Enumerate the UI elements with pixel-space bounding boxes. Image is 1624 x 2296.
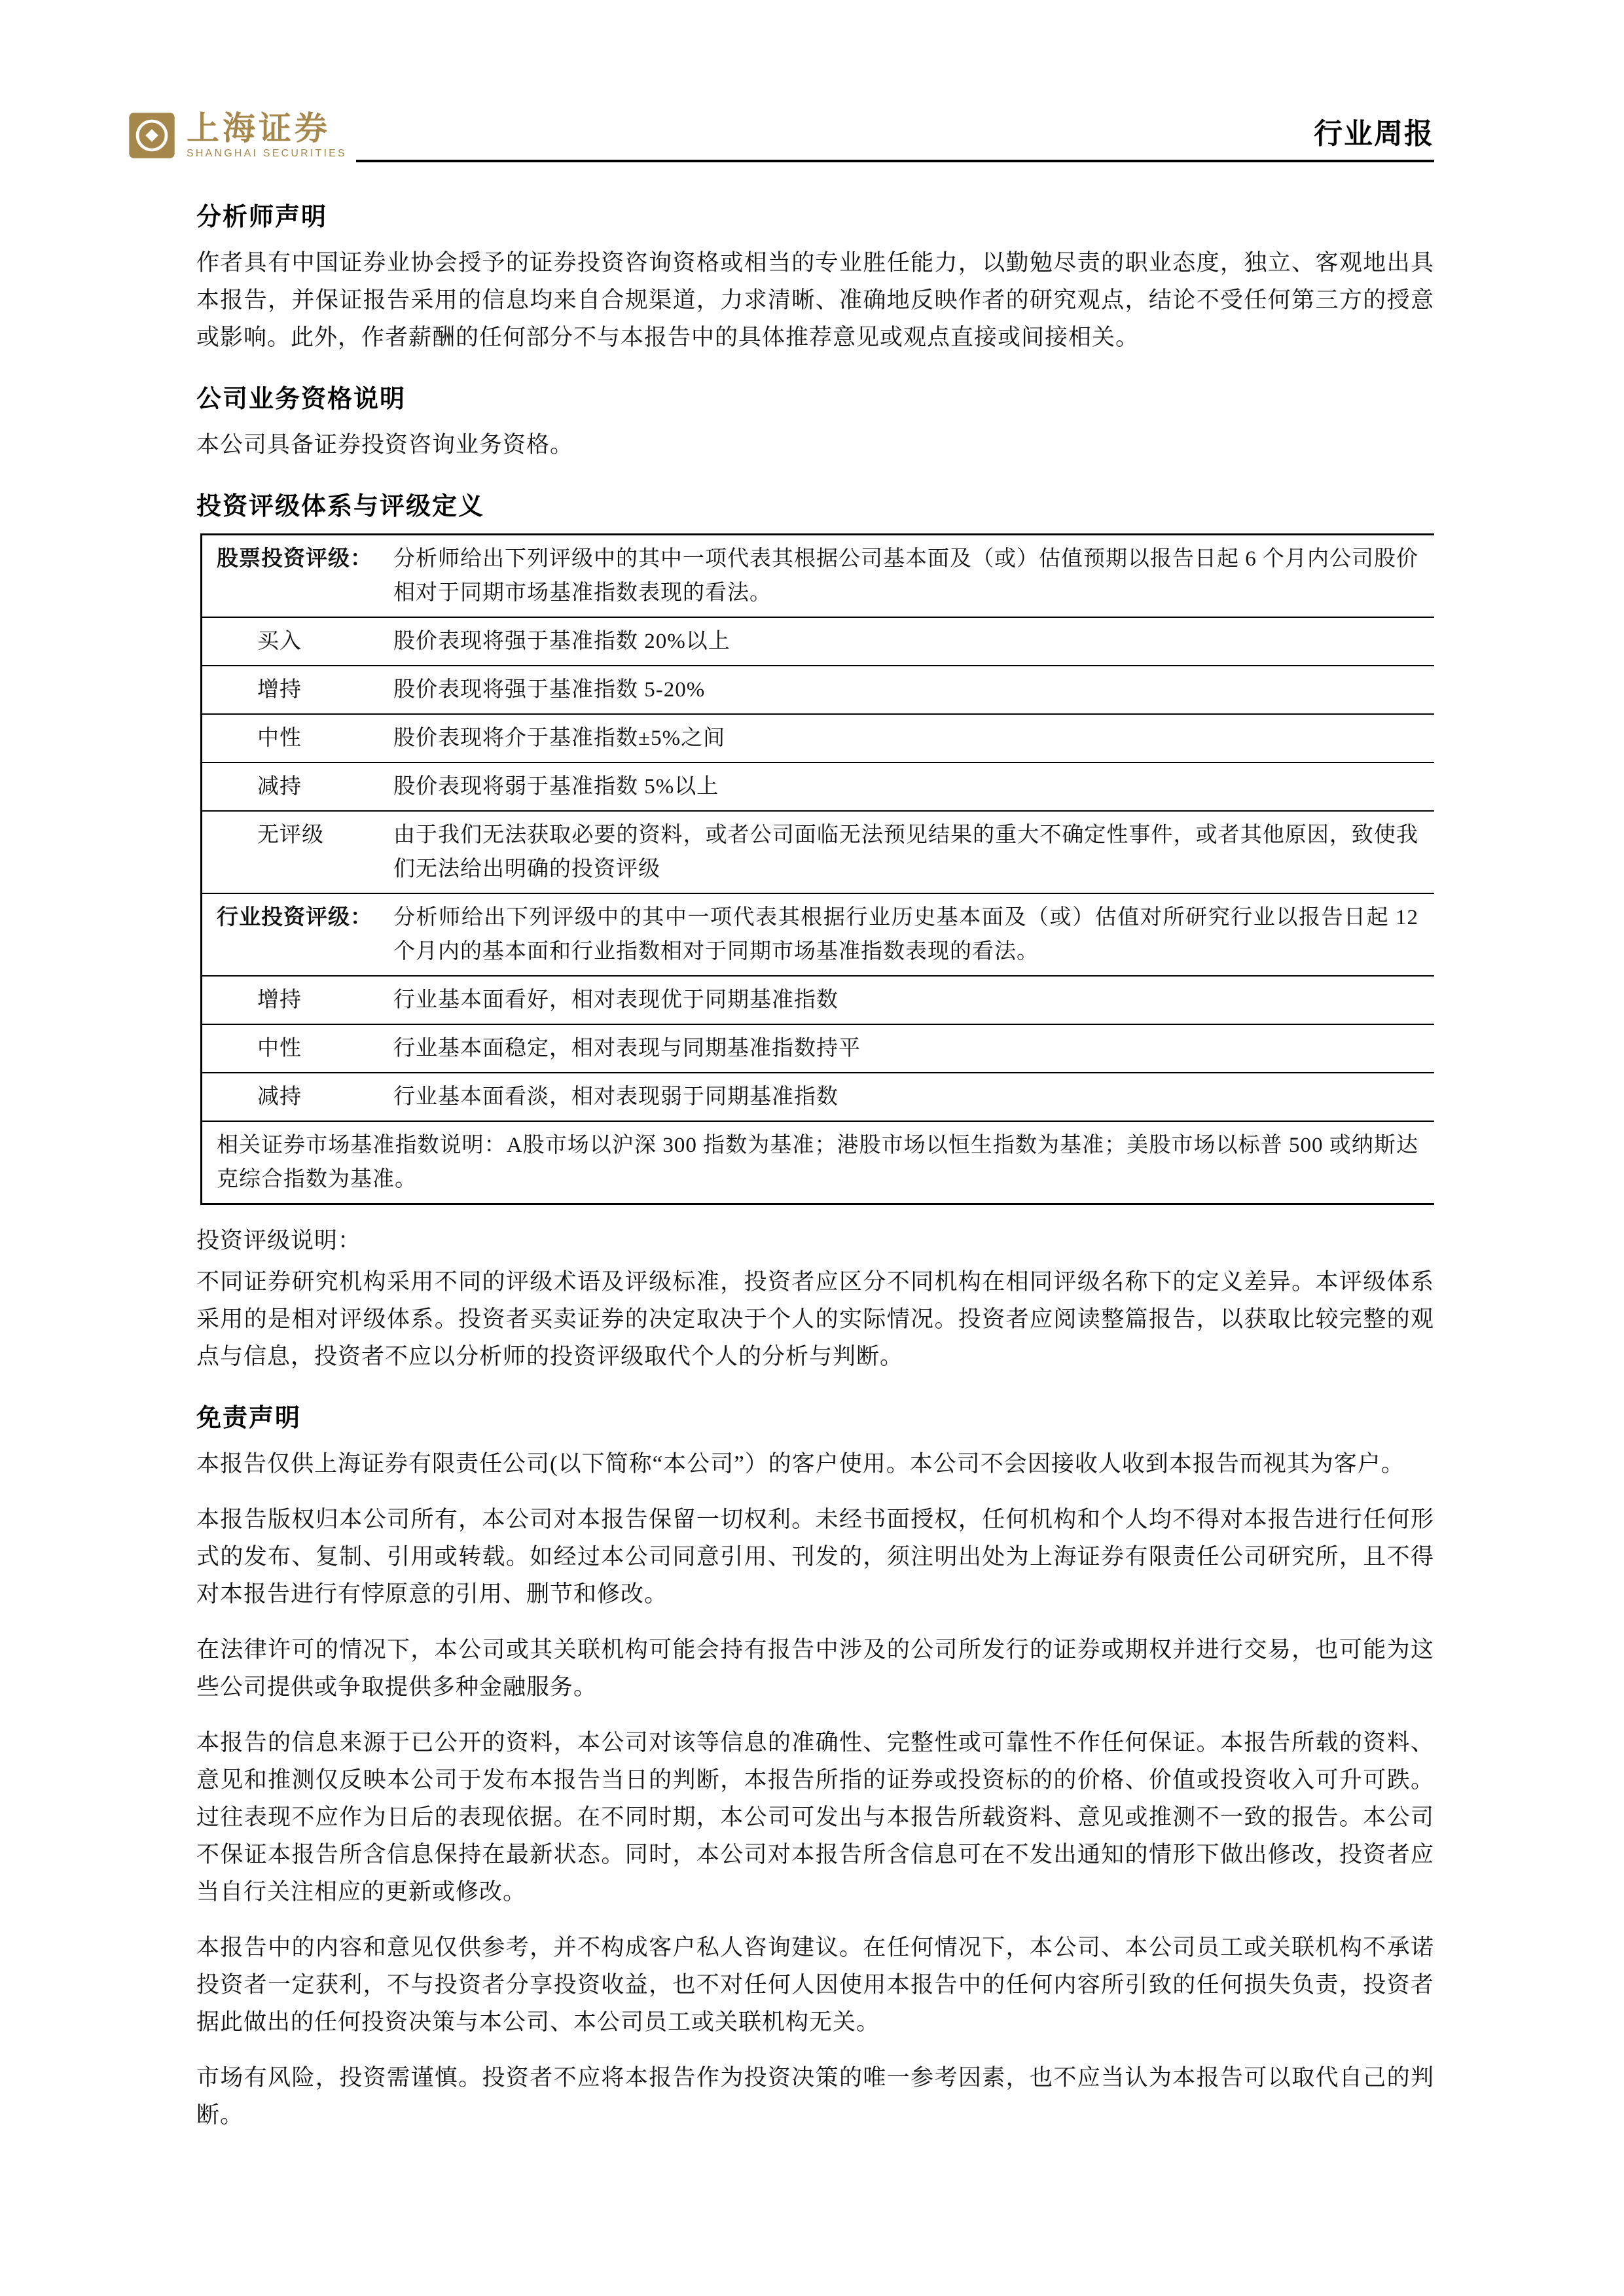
company-logo	[128, 111, 347, 163]
rating-name: 买入	[257, 630, 302, 653]
row-indent	[202, 1080, 257, 1114]
rating-description: 由于我们无法获取必要的资料，或者公司面临无法预见结果的重大不确定性事件，或者其他原因，致使我们无法给出明确的投资评级	[393, 823, 1418, 881]
rating-note-paragraph: 不同证券研究机构采用不同的评级术语及评级标准，投资者应区分不同机构在相同评级名称下的定义差异。本评级体系采用的是相对评级体系。投资者买卖证券的决定取决于个人的实际情况。投资者应阅读整篇报告，以获取比较完整的观点与信息，投资者不应以分析师的投资评级取代个人的分析与判断。	[196, 1269, 1434, 1369]
section-title-rating-system: 投资评级体系与评级定义	[196, 493, 485, 520]
row-indent	[202, 673, 257, 707]
rating-category-label: 行业投资评级：	[217, 906, 372, 929]
row-indent	[202, 983, 257, 1017]
table-row-rating	[202, 715, 1434, 763]
rating-name: 减持	[257, 775, 302, 798]
section-title-disclaimer: 免责声明	[196, 1405, 302, 1432]
rating-name: 增持	[257, 678, 302, 702]
section-title-qualification: 公司业务资格说明	[196, 386, 406, 413]
rating-note-label: 投资评级说明：	[196, 1228, 362, 1253]
rating-description: 行业基本面看淡，相对表现弱于同期基准指数	[393, 1085, 839, 1109]
report-type-label: 行业周报	[1314, 118, 1434, 150]
logo-text	[187, 111, 347, 160]
table-row-rating	[202, 763, 1434, 812]
disclaimer-paragraph: 本报告中的内容和意见仅供参考，并不构成客户私人咨询建议。在任何情况下，本公司、本公司员工或关联机构不承诺投资者一定获利，不与投资者分享投资收益，也不对任何人因使用本报告中的任何内容所引致的任何损失负责，投资者据此做出的任何投资决策与本公司、本公司员工或关联机构无关。	[196, 1935, 1434, 2035]
table-row-rating	[202, 812, 1434, 894]
page-header	[0, 0, 1624, 162]
table-row-rating	[202, 977, 1434, 1025]
table-row-group	[202, 535, 1434, 618]
header-rule	[356, 110, 1434, 162]
page-content	[0, 162, 1624, 2134]
table-row-rating	[202, 618, 1434, 666]
disclaimer-paragraph: 市场有风险，投资需谨慎。投资者不应将本报告作为投资决策的唯一参考因素，也不应当认为本报告可以取代自己的判断。	[196, 2065, 1434, 2128]
row-indent	[202, 818, 257, 886]
rating-description: 股价表现将强于基准指数 5-20%	[393, 678, 706, 702]
row-indent	[202, 624, 257, 658]
row-indent	[202, 721, 257, 755]
qualification-paragraph: 本公司具备证券投资咨询业务资格。	[196, 432, 574, 457]
disclaimer-paragraphs	[196, 1445, 1434, 2134]
rating-description: 行业基本面看好，相对表现优于同期基准指数	[393, 988, 839, 1012]
row-indent	[202, 770, 257, 804]
rating-definition-table	[200, 533, 1434, 1205]
rating-description: 股价表现将介于基准指数±5%之间	[393, 726, 726, 750]
logo-icon	[128, 111, 176, 160]
rating-description: 股价表现将强于基准指数 20%以上	[393, 630, 731, 653]
table-row-group	[202, 894, 1434, 977]
rating-category-label: 股票投资评级：	[217, 547, 372, 571]
rating-category-description: 分析师给出下列评级中的其中一项代表其根据行业历史基本面及（或）估值对所研究行业以报告日起 12 个月内的基本面和行业指数相对于同期市场基准指数表现的看法。	[393, 906, 1418, 963]
rating-category-description: 分析师给出下列评级中的其中一项代表其根据公司基本面及（或）估值预期以报告日起 6 个月内公司股价相对于同期市场基准指数表现的看法。	[393, 547, 1418, 605]
disclaimer-paragraph: 在法律许可的情况下，本公司或其关联机构可能会持有报告中涉及的公司所发行的证券或期权并进行交易，也可能为这些公司提供或争取提供多种金融服务。	[196, 1637, 1434, 1700]
logo-company-name-en: SHANGHAI SECURITIES	[187, 148, 347, 159]
rating-name: 中性	[257, 726, 302, 750]
disclaimer-paragraph: 本报告仅供上海证券有限责任公司(以下简称“本公司”）的客户使用。本公司不会因接收人收到本报告而视其为客户。	[196, 1451, 1405, 1477]
benchmark-index-note: 相关证券市场基准指数说明：A股市场以沪深 300 指数为基准；港股市场以恒生指数为基准；美股市场以标普 500 或纳斯达克综合指数为基准。	[217, 1134, 1418, 1191]
rating-description: 行业基本面稳定，相对表现与同期基准指数持平	[393, 1037, 861, 1060]
table-row-rating	[202, 1025, 1434, 1073]
table-row-rating	[202, 666, 1434, 715]
disclaimer-paragraph: 本报告的信息来源于已公开的资料，本公司对该等信息的准确性、完整性或可靠性不作任何保证。本报告所载的资料、意见和推测仅反映本公司于发布本报告当日的判断，本报告所指的证券或投资标的的价格、价值或投资收入可升可跌。过往表现不应作为日后的表现依据。在不同时期，本公司可发出与本报告所载资料、意见或推测不一致的报告。本公司不保证本报告所含信息保持在最新状态。同时，本公司对本报告所含信息可在不发出通知的情形下做出修改，投资者应当自行关注相应的更新或修改。	[196, 1730, 1434, 1905]
analyst-statement-paragraph: 作者具有中国证券业协会授予的证券投资咨询资格或相当的专业胜任能力，以勤勉尽责的职业态度，独立、客观地出具本报告，并保证报告采用的信息均来自合规渠道，力求清晰、准确地反映作者的研究观点，结论不受任何第三方的授意或影响。此外，作者薪酬的任何部分不与本报告中的具体推荐意见或观点直接或间接相关。	[196, 250, 1434, 350]
table-row-rating	[202, 1073, 1434, 1122]
disclaimer-paragraph: 本报告版权归本公司所有，本公司对本报告保留一切权利。未经书面授权，任何机构和个人均不得对本报告进行任何形式的发布、复制、引用或转载。如经过本公司同意引用、刊发的，须注明出处为上海证券有限责任公司研究所，且不得对本报告进行有悖原意的引用、删节和修改。	[196, 1507, 1434, 1607]
row-indent	[202, 1031, 257, 1066]
rating-description: 股价表现将弱于基准指数 5%以上	[393, 775, 719, 798]
rating-name: 增持	[257, 988, 302, 1012]
rating-name: 中性	[257, 1037, 302, 1060]
logo-company-name: 上海证券	[187, 109, 331, 147]
rating-name: 无评级	[257, 823, 324, 847]
section-title-analyst-statement: 分析师声明	[196, 204, 328, 231]
table-row-benchmark-note	[202, 1122, 1434, 1203]
rating-name: 减持	[257, 1085, 302, 1109]
